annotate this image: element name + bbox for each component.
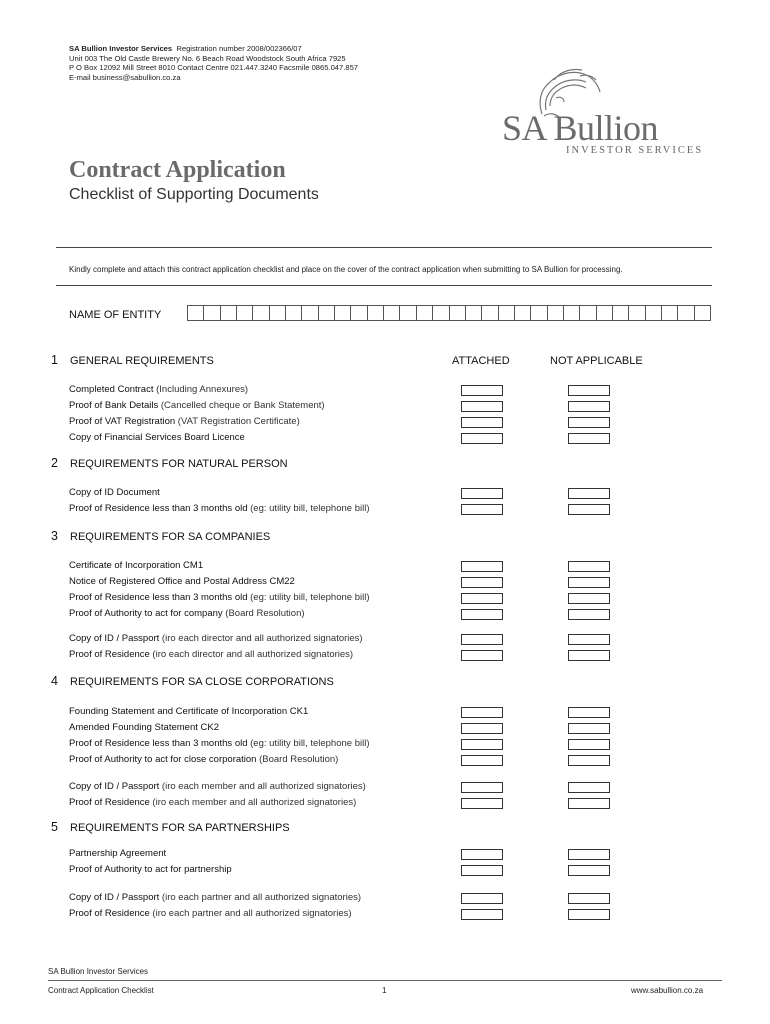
checklist-item [69,384,248,395]
checklist-item-label: Proof of Residence [69,649,150,660]
entity-char-cell[interactable] [646,306,662,320]
email-line: E-mail business@sabullion.co.za [69,72,181,82]
entity-char-cell[interactable] [548,306,564,320]
checklist-item-note: (VAT Registration Certificate) [175,416,300,427]
checklist-item [69,649,353,660]
section-number: 5 [51,820,58,834]
not-applicable-checkbox[interactable] [568,417,610,428]
checklist-item-note: (iro each member and all authorized signatories) [149,797,357,808]
company-header [69,44,358,82]
entity-char-cell[interactable] [531,306,547,320]
attached-checkbox[interactable] [461,798,503,809]
not-applicable-checkbox[interactable] [568,650,610,661]
checklist-item [69,892,361,903]
instruction-text: Kindly complete and attach this contract application checklist and place on the cover of the contract application when submitting to SA Bullion for processing. [69,265,623,274]
entity-char-cell[interactable] [253,306,269,320]
entity-char-cell[interactable] [678,306,694,320]
checklist-item-label: Notice of Registered Office and Postal Address CM22 [69,576,295,587]
attached-checkbox[interactable] [461,504,503,515]
attached-checkbox[interactable] [461,755,503,766]
entity-char-cell[interactable] [351,306,367,320]
entity-char-cell[interactable] [368,306,384,320]
checklist-item-label: Proof of Bank Details [69,400,159,411]
entity-char-cell[interactable] [695,306,710,320]
entity-char-cell[interactable] [335,306,351,320]
entity-char-cell[interactable] [188,306,204,320]
checklist-item [69,908,352,919]
entity-char-cell[interactable] [417,306,433,320]
attached-checkbox[interactable] [461,849,503,860]
logo-subtitle: INVESTOR SERVICES [566,145,704,156]
not-applicable-checkbox[interactable] [568,504,610,515]
checklist-item-label: Proof of Authority to act for company [69,608,223,619]
entity-char-cell[interactable] [384,306,400,320]
checklist-item-label: Copy of Financial Services Board Licence [69,432,245,443]
not-applicable-checkbox[interactable] [568,865,610,876]
checklist-item [69,592,369,603]
checklist-item-label: Founding Statement and Certificate of Incorporation CK1 [69,706,309,717]
section-title: REQUIREMENTS FOR SA COMPANIES [70,531,271,543]
attached-checkbox[interactable] [461,593,503,604]
attached-checkbox[interactable] [461,707,503,718]
not-applicable-checkbox[interactable] [568,893,610,904]
section-title: REQUIREMENTS FOR SA PARTNERSHIPS [70,822,290,834]
attached-checkbox[interactable] [461,739,503,750]
checklist-item-note: (eg: utility bill, telephone bill) [247,592,370,603]
checklist-item [69,576,295,587]
checklist-item [69,797,356,808]
footer-document-name: Contract Application Checklist [48,986,154,995]
checklist-item-label: Proof of Residence [69,908,150,919]
not-applicable-checkbox[interactable] [568,723,610,734]
attached-checkbox[interactable] [461,650,503,661]
checklist-item [69,754,338,765]
entity-char-cell[interactable] [629,306,645,320]
not-applicable-checkbox[interactable] [568,909,610,920]
checklist-item-label: Copy of ID / Passport [69,633,160,644]
checklist-item-note: (iro each director and all authorized signatories) [159,633,363,644]
entity-char-cell[interactable] [613,306,629,320]
checklist-item-label: Proof of Authority to act for partnership [69,864,232,875]
entity-char-cell[interactable] [482,306,498,320]
section-number: 2 [51,456,58,470]
checklist-item [69,864,232,875]
checklist-item-label: Certificate of Incorporation CM1 [69,560,204,571]
entity-char-cell[interactable] [515,306,531,320]
entity-char-cell[interactable] [580,306,596,320]
checklist-item [69,608,305,619]
checklist-item [69,722,219,733]
checklist-item-label: Proof of Residence less than 3 months old [69,503,248,514]
not-applicable-checkbox[interactable] [568,782,610,793]
registration-number: Registration number 2008/002366/07 [176,44,302,53]
not-applicable-checkbox[interactable] [568,609,610,620]
checklist-item [69,416,300,427]
checklist-item [69,633,363,644]
checklist-item [69,738,369,749]
attached-checkbox[interactable] [461,488,503,499]
attached-checkbox[interactable] [461,417,503,428]
section-number: 4 [51,674,58,688]
checklist-item [69,503,369,514]
entity-name-input[interactable] [187,305,711,321]
attached-checkbox[interactable] [461,909,503,920]
checklist-item-label: Amended Founding Statement CK2 [69,722,219,733]
entity-char-cell[interactable] [564,306,580,320]
footer-company: SA Bullion Investor Services [48,967,149,976]
section-number: 3 [51,529,58,543]
section-number: 1 [51,353,58,367]
top-divider [56,247,712,248]
attached-checkbox[interactable] [461,865,503,876]
checklist-item-label: Copy of ID Document [69,487,160,498]
not-applicable-checkbox[interactable] [568,755,610,766]
not-applicable-checkbox[interactable] [568,433,610,444]
checklist-item-note: (eg: utility bill, telephone bill) [247,738,370,749]
not-applicable-checkbox[interactable] [568,849,610,860]
section-title: REQUIREMENTS FOR NATURAL PERSON [70,458,288,470]
footer-divider [48,980,722,981]
section-title: GENERAL REQUIREMENTS [70,355,214,367]
not-applicable-checkbox[interactable] [568,707,610,718]
checklist-item-note: (eg: utility bill, telephone bill) [247,503,370,514]
checklist-item-note: (Including Annexures) [153,384,249,395]
not-applicable-checkbox[interactable] [568,634,610,645]
checklist-item-note: (Board Resolution) [222,608,305,619]
not-applicable-checkbox[interactable] [568,561,610,572]
checklist-item [69,706,308,717]
contact-line: P O Box 12092 Mill Street 8010 Contact Centre 021.447.3240 Facsmile 0865.047.857 [69,63,359,73]
attached-checkbox[interactable] [461,893,503,904]
attached-checkbox[interactable] [461,401,503,412]
checklist-item [69,848,166,859]
entity-char-cell[interactable] [662,306,678,320]
checklist-item [69,487,160,498]
attached-checkbox[interactable] [461,561,503,572]
not-applicable-checkbox[interactable] [568,593,610,604]
attached-checkbox[interactable] [461,385,503,396]
footer-page-number: 1 [382,986,387,995]
attached-checkbox[interactable] [461,723,503,734]
entity-char-cell[interactable] [270,306,286,320]
checklist-item-label: Copy of ID / Passport [69,781,160,792]
checklist-item-note: (iro each member and all authorized signatories) [159,781,366,792]
logo-title: SA Bullion [502,108,659,148]
attached-checkbox[interactable] [461,433,503,444]
checklist-item [69,400,325,411]
checklist-item-note: (iro each partner and all authorized signatories) [149,908,352,919]
checklist-item-note: (iro each director and all authorized signatories) [149,649,354,660]
footer-website: www.sabullion.co.za [631,986,704,995]
checklist-item [69,781,366,792]
document-subtitle: Checklist of Supporting Documents [69,186,319,203]
entity-char-cell[interactable] [319,306,335,320]
checklist-item-label: Proof of Residence less than 3 months old [69,592,248,603]
company-name: SA Bullion Investor Services [69,44,173,53]
section-title: REQUIREMENTS FOR SA CLOSE CORPORATIONS [70,676,334,688]
checklist-item [69,560,203,571]
not-applicable-column-header: NOT APPLICABLE [550,355,643,367]
entity-char-cell[interactable] [499,306,515,320]
checklist-item-label: Completed Contract [69,384,154,395]
entity-char-cell[interactable] [433,306,449,320]
address-line: Unit 003 The Old Castle Brewery No. 6 Beach Road Woodstock South Africa 7925 [69,53,346,63]
not-applicable-checkbox[interactable] [568,798,610,809]
document-title: Contract Application [69,157,286,183]
entity-char-cell[interactable] [204,306,220,320]
instruction-divider [56,285,712,286]
attached-checkbox[interactable] [461,634,503,645]
not-applicable-checkbox[interactable] [568,739,610,750]
entity-char-cell[interactable] [450,306,466,320]
entity-char-cell[interactable] [597,306,613,320]
entity-char-cell[interactable] [237,306,253,320]
entity-char-cell[interactable] [466,306,482,320]
entity-char-cell[interactable] [221,306,237,320]
attached-column-header: ATTACHED [452,355,510,367]
not-applicable-checkbox[interactable] [568,488,610,499]
attached-checkbox[interactable] [461,577,503,588]
checklist-item-note: (Cancelled cheque or Bank Statement) [158,400,325,411]
entity-name-label: NAME OF ENTITY [69,309,162,321]
checklist-item-note: (Board Resolution) [256,754,339,765]
attached-checkbox[interactable] [461,609,503,620]
attached-checkbox[interactable] [461,782,503,793]
checklist-item-label: Proof of VAT Registration [69,416,176,427]
checklist-item-label: Copy of ID / Passport [69,892,160,903]
checklist-item-label: Proof of Authority to act for close corporation [69,754,257,765]
entity-char-cell[interactable] [302,306,318,320]
checklist-item-label: Proof of Residence [69,797,150,808]
checklist-item-label: Proof of Residence less than 3 months old [69,738,248,749]
checklist-item [69,432,245,443]
not-applicable-checkbox[interactable] [568,577,610,588]
entity-char-cell[interactable] [286,306,302,320]
not-applicable-checkbox[interactable] [568,385,610,396]
checklist-item-note: (iro each partner and all authorized signatories) [159,892,362,903]
not-applicable-checkbox[interactable] [568,401,610,412]
entity-char-cell[interactable] [400,306,416,320]
checklist-item-label: Partnership Agreement [69,848,167,859]
